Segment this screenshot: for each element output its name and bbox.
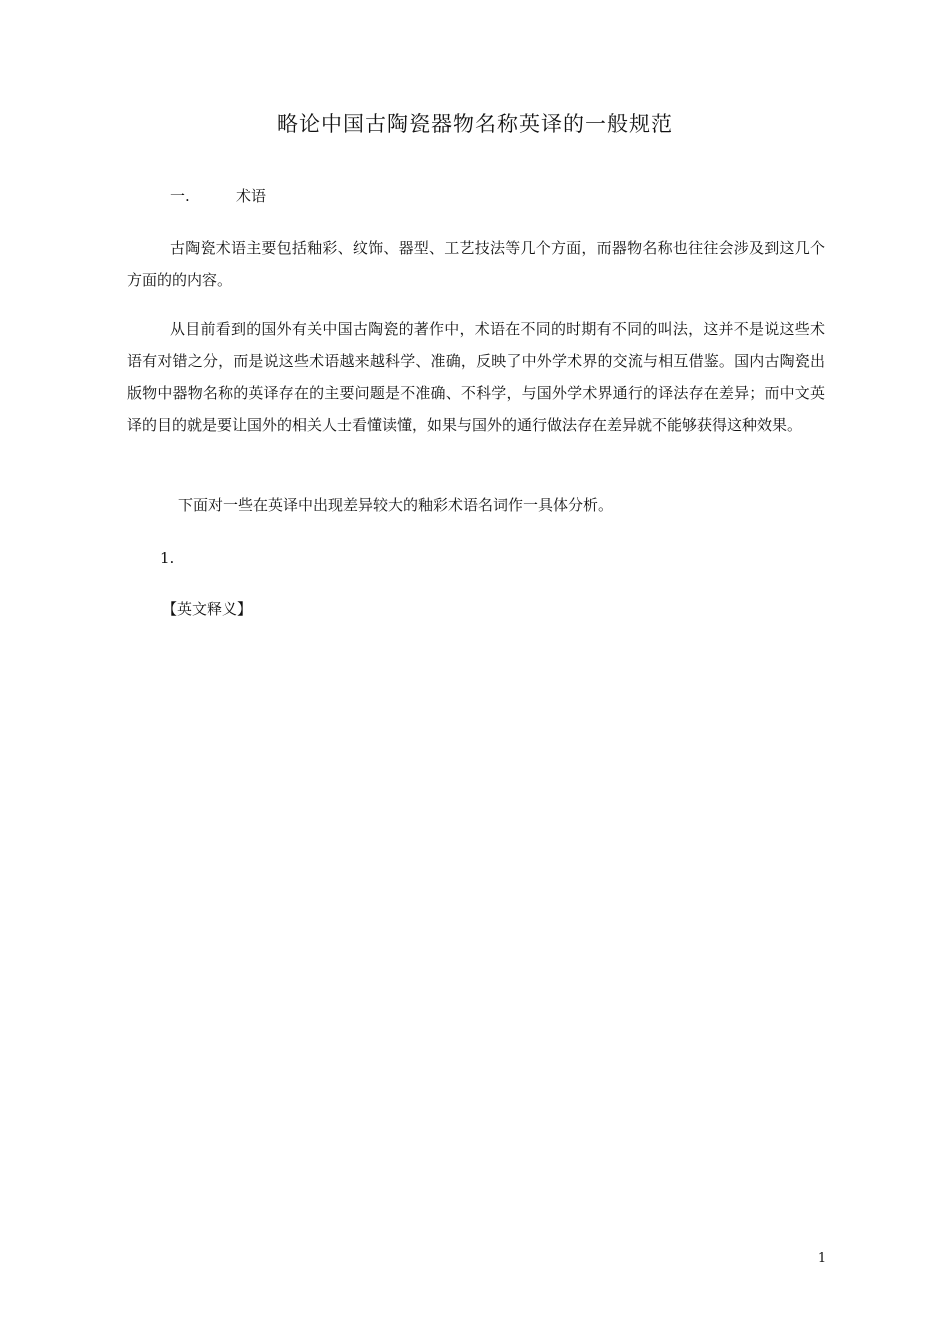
- list-item-number: 1.: [160, 549, 175, 567]
- english-definition-heading: 【英文释义】: [162, 600, 253, 618]
- section-number: 一.: [170, 187, 190, 205]
- page-number: 1: [817, 1251, 827, 1266]
- paragraph-1: 古陶瓷术语主要包括釉彩、纹饰、器型、工艺技法等几个方面，而器物名称也往往会涉及到这几个方面的的内容。: [127, 239, 825, 289]
- section-heading: [170, 184, 266, 208]
- paragraph-2: 从目前看到的国外有关中国古陶瓷的著作中，术语在不同的时期有不同的叫法，这并不是说这些术语有对错之分，而是说这些术语越来越科学、准确，反映了中外学术界的交流与相互借鉴。国内古陶瓷出版物中器物名称的英译存在的主要问题是不准确、不科学，与国外学术界通行的译法存在差异；而中文英译的目的就是要让国外的相关人士看懂读懂，如果与国外的通行做法存在差异就不能够获得这种效果。: [127, 320, 825, 434]
- paragraph-3: 下面对一些在英译中出现差异较大的釉彩术语名词作一具体分析。: [178, 496, 614, 514]
- section-heading-text: 术语: [236, 187, 267, 205]
- document-title: 略论中国古陶瓷器物名称英译的一般规范: [277, 112, 673, 136]
